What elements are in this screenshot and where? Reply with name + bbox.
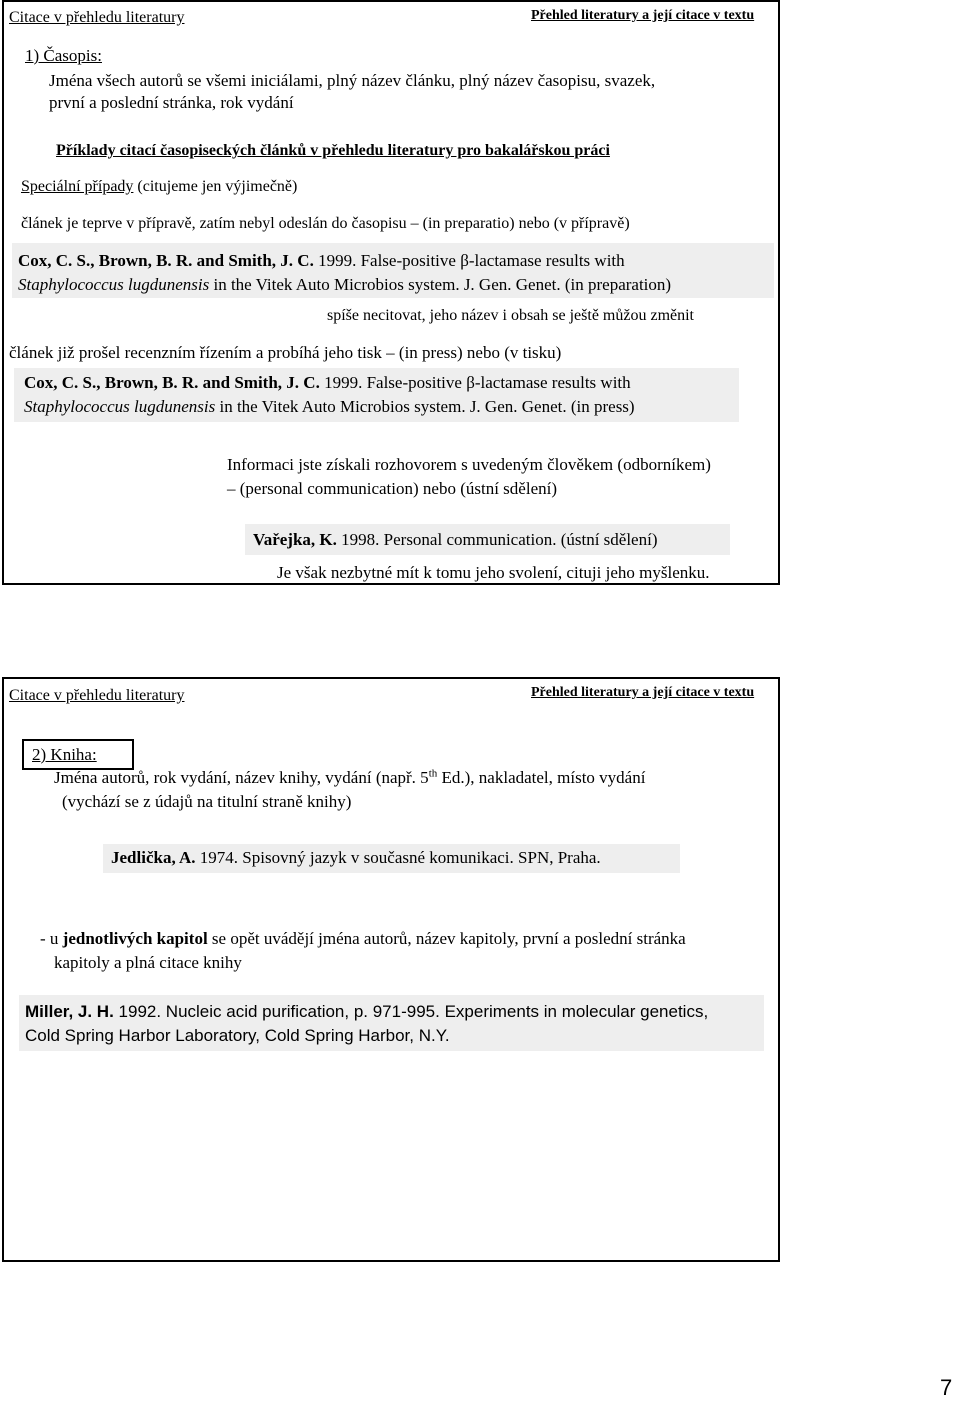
reference-in-preparation [12,243,774,298]
edition-superscript: th [428,767,438,780]
book-desc-text: Jména autorů, rok vydání, název knihy, vydání (např. 5 [54,768,429,787]
chapter-note-prefix: - u [40,929,63,948]
personal-comm-line1: Informaci jste získali rozhovorem s uvedeným člověkem (odborníkem) [227,455,711,474]
journal-desc-line1: Jména všech autorů se všemi iniciálami, plný název článku, plný název časopisu, svazek, [49,71,656,90]
special-cases-line [21,178,297,196]
reference-chapter [19,995,764,1051]
slide1-header-right: Přehled literatury a její citace v textu [531,8,755,23]
chapter-note-line1 [40,929,686,949]
ref1-authors: Cox, C. S., Brown, B. R. and Smith, J. C. [18,251,314,270]
journal-desc-line2: první a poslední stránka, rok vydání [49,93,294,112]
slide2-header-left: Citace v přehledu literatury [9,687,185,704]
consent-note: Je však nezbytné mít k tomu jeho svolení, cituji jeho myšlenku. [277,563,710,582]
reference-book [103,844,680,873]
reference-personal-comm [245,524,730,555]
personal-comm-line2: – (personal communication) nebo (ústní sdělení) [227,479,557,498]
ref2-title: 1999. False-positive β-lactamase results with [319,373,631,392]
ref1-journal: in the Vitek Auto Microbios system. J. Gen. Genet. (in preparation) [209,275,672,294]
ref2-authors: Cox, C. S., Brown, B. R. and Smith, J. C. [24,373,320,392]
ref1-species: Staphylococcus lugdunensis [18,275,210,294]
book-desc-line1 [54,768,645,788]
ref5-publisher: Cold Spring Harbor Laboratory, Cold Spring Harbor, N.Y. [25,1026,450,1045]
ref1-title: 1999. False-positive β-lactamase results with [313,251,625,270]
book-desc-line2: (vychází se z údajů na titulní straně knihy) [62,792,352,811]
chapter-note-bold: jednotlivých kapitol [62,929,208,948]
book-desc-text-end: Ed.), nakladatel, místo vydání [437,768,646,787]
chapter-note-rest: se opět uvádějí jména autorů, název kapitoly, první a poslední stránka [207,929,686,948]
section-title-journal: 1) Časopis: [25,46,102,65]
in-press-intro: článek již prošel recenzním řízením a probíhá jeho tisk – (in press) nebo (v tisku) [9,343,562,362]
ref2-species: Staphylococcus lugdunensis [24,397,216,416]
page-number: 7 [940,1375,953,1400]
ref5-text: 1992. Nucleic acid purification, p. 971-995. Experiments in molecular genetics, [113,1002,709,1021]
examples-heading: Příklady citací časopiseckých článků v přehledu literatury pro bakalářskou práci [56,142,610,159]
reference-in-press [14,368,739,422]
ref4-author: Jedlička, A. [111,848,196,867]
ref3-author: Vařejka, K. [253,530,337,549]
in-preparation-intro: článek je teprve v přípravě, zatím nebyl odeslán do časopisu – (in preparatio) nebo (v přípravě) [21,215,630,232]
section-title-book: 2) Kniha: [22,739,134,770]
slide2-header-right: Přehled literatury a její citace v textu [531,685,755,700]
slide1-header-left: Citace v přehledu literatury [9,9,185,26]
in-preparation-note: spíše necitovat, jeho název i obsah se ještě můžou změnit [327,307,694,324]
special-cases-note: (citujeme jen výjimečně) [133,178,298,195]
ref2-journal: in the Vitek Auto Microbios system. J. Gen. Genet. (in press) [215,397,635,416]
ref5-author: Miller, J. H. [25,1002,114,1021]
ref3-text: 1998. Personal communication. (ústní sdělení) [336,530,658,549]
chapter-note-line2: kapitoly a plná citace knihy [54,953,242,972]
special-cases-label: Speciální případy [21,178,134,195]
ref4-text: 1974. Spisovný jazyk v současné komunikaci. SPN, Praha. [195,848,601,867]
